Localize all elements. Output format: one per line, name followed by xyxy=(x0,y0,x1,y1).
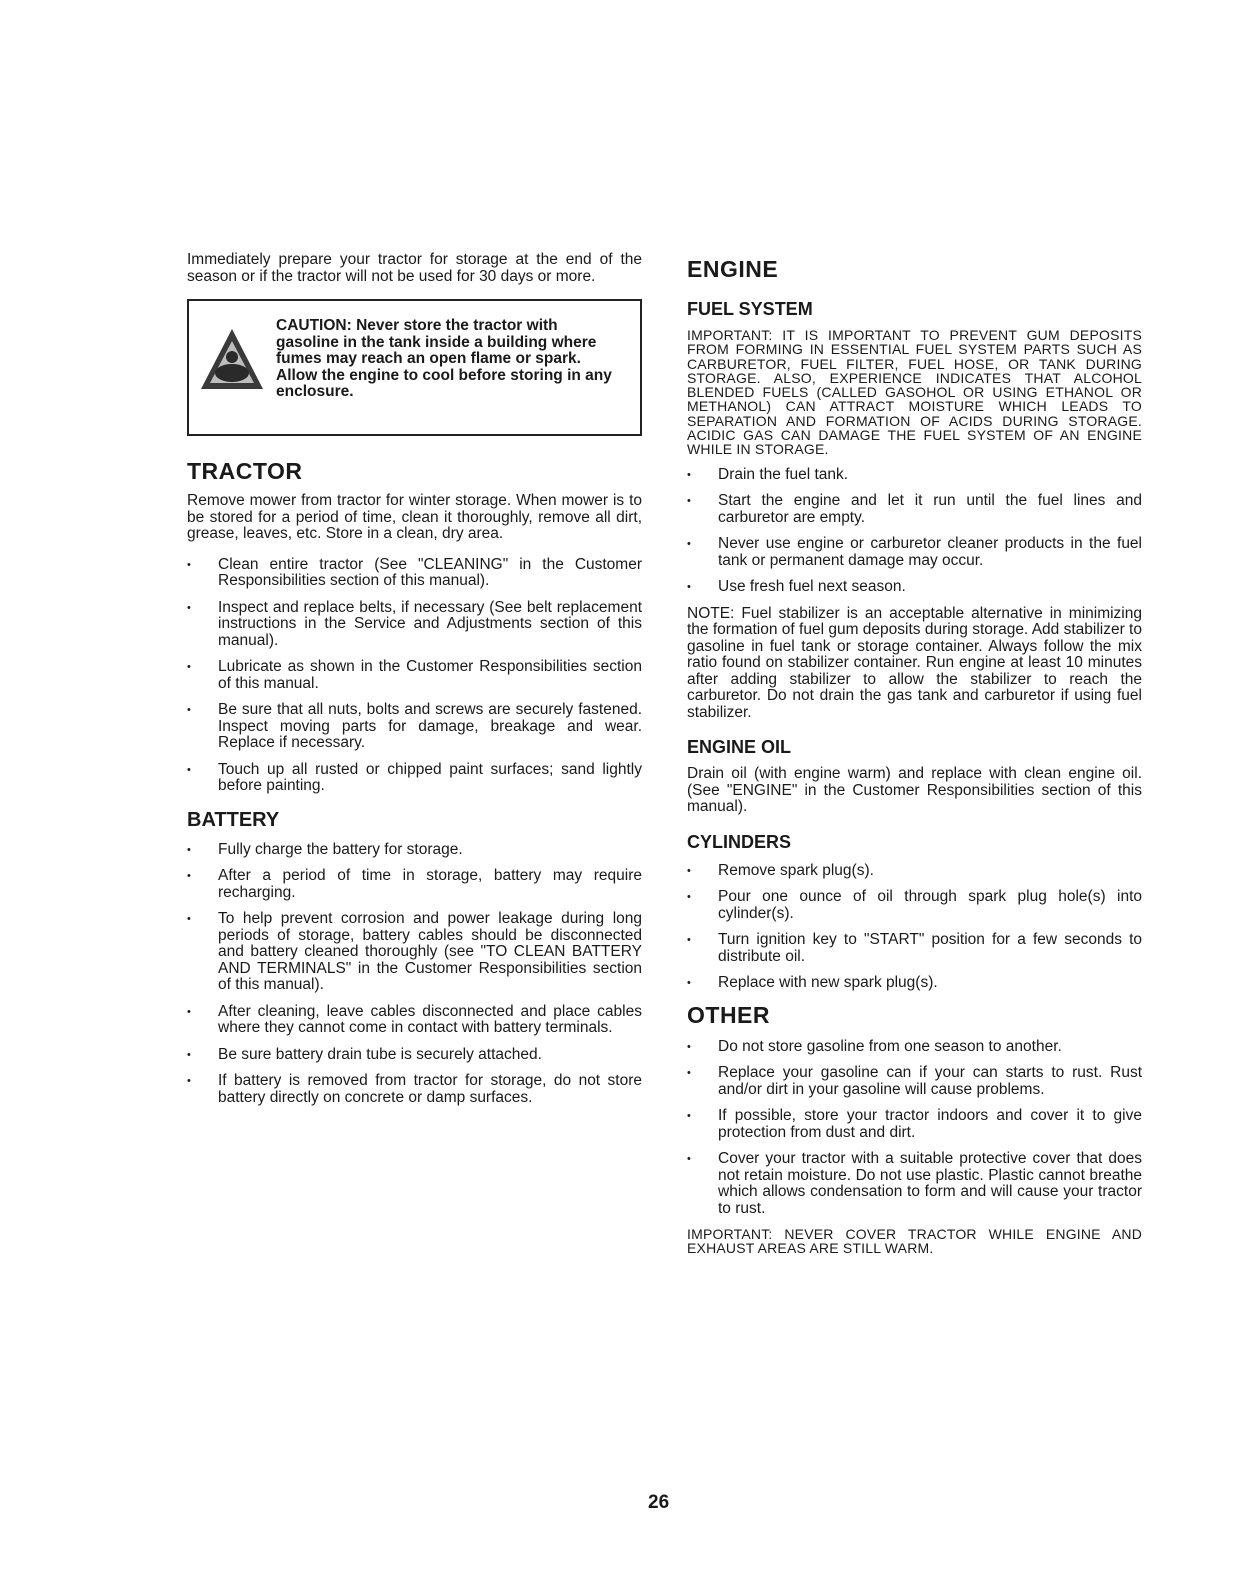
list-item: • Cover your tractor with a suitable protective cover that does not retain moisture. Do not use plastic. Plastic cannot breathe which allows condensation to form and will cause your tractor to rust. xyxy=(687,1151,1142,1217)
tractor-heading: TRACTOR xyxy=(187,458,303,484)
list-item: • After a period of time in storage, battery may require recharging. xyxy=(187,868,642,901)
list-item: • Drain the fuel tank. xyxy=(687,467,1142,484)
left-column xyxy=(187,252,642,1116)
engine-oil-heading: ENGINE OIL xyxy=(687,737,792,758)
list-item: • Clean entire tractor (See "CLEANING" in the Customer Responsibilities section of this manual). xyxy=(187,557,642,590)
list-item: • Remove spark plug(s). xyxy=(687,863,1142,880)
caution-box xyxy=(187,299,642,436)
battery-list xyxy=(187,842,642,1107)
list-item: • If battery is removed from tractor for storage, do not store battery directly on concrete or damp surfaces. xyxy=(187,1073,642,1106)
list-item: • Start the engine and let it run until the fuel lines and carburetor are empty. xyxy=(687,493,1142,526)
battery-heading: BATTERY xyxy=(187,808,280,831)
list-item: • Pour one ounce of oil through spark plug hole(s) into cylinder(s). xyxy=(687,889,1142,922)
list-item: • Replace with new spark plug(s). xyxy=(687,975,1142,992)
fuel-system-heading: FUEL SYSTEM xyxy=(687,299,813,319)
warning-symbol-icon xyxy=(199,327,265,391)
list-item: • After cleaning, leave cables disconnected and place cables where they cannot come in contact with battery terminals. xyxy=(187,1004,642,1037)
other-important: IMPORTANT: NEVER COVER TRACTOR WHILE ENGINE AND EXHAUST AREAS ARE STILL WARM. xyxy=(687,1226,1142,1257)
list-item: • Replace your gasoline can if your can starts to rust. Rust and/or dirt in your gasoline will cause problems. xyxy=(687,1065,1142,1098)
list-item: • Do not store gasoline from one season to another. xyxy=(687,1039,1142,1056)
engine-heading: ENGINE xyxy=(687,256,779,282)
list-item: • To help prevent corrosion and power leakage during long periods of storage, battery cables should be disconnected and battery cleaned thoroughly (see "TO CLEAN BATTERY AND TERMINALS" in the Customer Responsibilities section of this manual). xyxy=(187,911,642,994)
list-item: • Be sure battery drain tube is securely attached. xyxy=(187,1047,642,1064)
tractor-list xyxy=(187,557,642,795)
fuel-important: IMPORTANT: IT IS IMPORTANT TO PREVENT GUM DEPOSITS FROM FORMING IN ESSENTIAL FUEL SYSTEM PARTS SUCH AS CARBURETOR, FUEL FILTER, FUEL HOSE, OR TANK DURING STORAGE. ALSO, EXPERIENCE INDICATES THAT ALCOHOL BLENDED FUELS (CALLED GASOHOL OR USING ETHANOL OR METHANOL) CAN ATTRACT MOISTURE WHICH LEADS TO SEPARATION AND FORMATION OF ACIDS DURING STORAGE. ACIDIC GAS CAN DAMAGE THE FUEL SYSTEM OF AN ENGINE WHILE IN STORAGE. xyxy=(687,327,1142,458)
list-item: • Use fresh fuel next season. xyxy=(687,579,1142,596)
engine-oil-text: Drain oil (with engine warm) and replace with clean engine oil. (See "ENGINE" in the Customer Responsibilities section of this manual). xyxy=(687,765,1142,816)
list-item: • Be sure that all nuts, bolts and screws are securely fastened. Inspect moving parts for damage, breakage and wear. Replace if necessary. xyxy=(187,702,642,752)
page-number: 26 xyxy=(648,1492,670,1513)
cylinders-list xyxy=(687,863,1142,992)
caution-text: CAUTION: Never store the tractor with gasoline in the tank inside a building where fumes may reach an open flame or spark. Allow the engine to cool before storing in any enclosure. xyxy=(276,317,612,400)
storage-intro: Immediately prepare your tractor for storage at the end of the season or if the tractor will not be used for 30 days or more. xyxy=(187,251,642,285)
list-item: • Touch up all rusted or chipped paint surfaces; sand lightly before painting. xyxy=(187,762,642,795)
cylinders-heading: CYLINDERS xyxy=(687,831,792,852)
list-item: • Inspect and replace belts, if necessary (See belt replacement instructions in the Service and Adjustments section of this manual). xyxy=(187,600,642,650)
other-heading: OTHER xyxy=(687,1001,770,1028)
list-item: • Never use engine or carburetor cleaner products in the fuel tank or permanent damage may occur. xyxy=(687,536,1142,569)
other-list xyxy=(687,1039,1142,1218)
fuel-note: NOTE: Fuel stabilizer is an acceptable alternative in minimizing the formation of fuel gum deposits during storage. Add stabilizer to gasoline in fuel tank or storage container. Always follow the mix ratio found on stabilizer container. Run engine at least 10 minutes after adding stabilizer to allow the stabilizer to reach the carburetor. Do not drain the gas tank and carburetor if using fuel stabilizer. xyxy=(687,604,1142,721)
list-item: • If possible, store your tractor indoors and cover it to give protection from dust and dirt. xyxy=(687,1108,1142,1141)
list-item: • Turn ignition key to "START" position for a few seconds to distribute oil. xyxy=(687,932,1142,965)
tractor-intro: Remove mower from tractor for winter storage. When mower is to be stored for a period of time, clean it thoroughly, remove all dirt, grease, leaves, etc. Store in a clean, dry area. xyxy=(187,492,642,542)
list-item: • Lubricate as shown in the Customer Responsibilities section of this manual. xyxy=(187,659,642,692)
list-item: • Fully charge the battery for storage. xyxy=(187,842,642,859)
right-column xyxy=(687,252,1142,1256)
fuel-list xyxy=(687,467,1142,596)
